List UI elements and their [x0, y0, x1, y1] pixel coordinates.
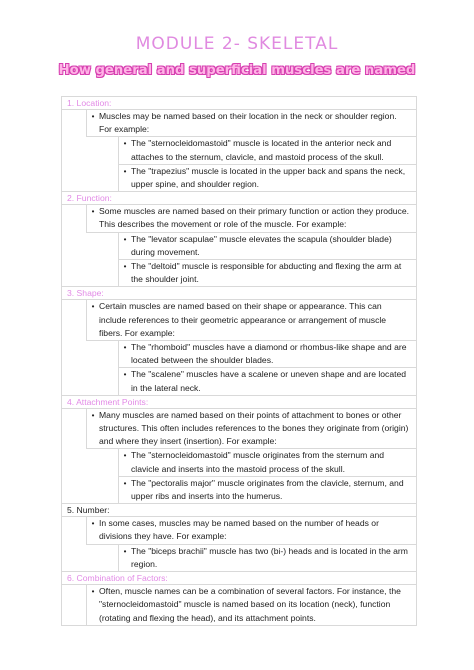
- list-item: • The "levator scapulae" muscle elevates the scapula (shoulder blade) during movement.: [118, 233, 416, 260]
- bullet-icon: •: [91, 112, 95, 121]
- list-item: • The "scalene" muscles have a scalene or uneven shape and are located in the lateral neck.: [118, 368, 416, 394]
- section-body-shape: [61, 300, 417, 395]
- list-item: • Certain muscles are named based on their shape or appearance. This can include references to their geometric appearance or arrangement of muscle fibers. For example:: [86, 300, 416, 341]
- section-heading-attachment-points: [61, 396, 417, 409]
- section-heading-number: [61, 504, 417, 517]
- bullet-icon: •: [91, 207, 95, 217]
- section-label: 2. Function:: [67, 193, 112, 204]
- list-item: • The "deltoid" muscle is responsible for abducting and flexing the arm at the shoulder joint.: [118, 260, 416, 286]
- section-heading-function: [61, 192, 417, 205]
- section-label: 4. Attachment Points:: [67, 396, 149, 407]
- section-heading-combination: [61, 572, 417, 585]
- list-item: • The "rhomboid" muscles have a diamond or rhombus-like shape and are located between the shoulder blades.: [118, 341, 416, 368]
- list-item: • Muscles may be named based on their location in the neck or shoulder region. For example:: [86, 110, 416, 137]
- bullet-icon: •: [123, 370, 127, 380]
- bullet-icon: •: [123, 546, 127, 556]
- section-label: 5. Number:: [67, 505, 110, 516]
- bullet-icon: •: [123, 234, 127, 244]
- section-label: 6. Combination of Factors:: [67, 573, 168, 584]
- bullet-icon: •: [123, 166, 127, 176]
- section-body-location: [61, 110, 417, 192]
- section-heading-shape: [61, 287, 417, 300]
- list-item: • The "biceps brachii" muscle has two (bi-) heads and is located in the arm region.: [118, 545, 416, 571]
- page-subtitle: How general and superficial muscles are named: [58, 63, 416, 78]
- bullet-icon: •: [91, 587, 95, 597]
- list-item: • The "trapezius" muscle is located in the upper back and spans the neck, upper spine, and shoulder region.: [118, 165, 416, 191]
- section-label: 1. Location:: [67, 98, 112, 108]
- outline-document: [61, 96, 417, 626]
- list-item: • The "sternocleidomastoid" muscle is located in the anterior neck and attaches to the sternum, clavicle, and mastoid process of the skull.: [118, 137, 416, 164]
- bullet-icon: •: [91, 302, 95, 312]
- bullet-icon: •: [123, 451, 127, 461]
- list-item: • Some muscles are named based on their primary function or action they produce. This describes the movement or role of the muscle. For example:: [86, 205, 416, 232]
- bullet-icon: •: [123, 139, 127, 149]
- section-body-number: [61, 517, 417, 572]
- section-body-attachment-points: [61, 409, 417, 504]
- bullet-icon: •: [91, 519, 95, 529]
- section-body-combination: [61, 585, 417, 626]
- list-item: • The "sternocleidomastoid" muscle originates from the sternum and clavicle and inserts into the mastoid process of the skull.: [118, 449, 416, 476]
- section-label: 3. Shape:: [67, 288, 104, 299]
- section-body-function: [61, 205, 417, 287]
- bullet-icon: •: [123, 343, 127, 353]
- list-item: • In some cases, muscles may be named based on the number of heads or divisions they have. For example:: [86, 517, 416, 544]
- bullet-icon: •: [91, 410, 95, 420]
- bullet-icon: •: [123, 478, 127, 488]
- bullet-icon: •: [123, 262, 127, 272]
- list-item: • Often, muscle names can be a combination of several factors. For instance, the "sternocleidomastoid" muscle is named based on its location (neck), function (rotating and flexing the head), and its attachment points.: [86, 585, 416, 625]
- page-title: MODULE 2- SKELETAL: [135, 34, 339, 54]
- list-item: • Many muscles are named based on their points of attachment to bones or other structures. This often includes references to the bones they originate from (origin) and where they insert (insertion). For example:: [86, 409, 416, 450]
- section-heading-location: [61, 97, 417, 110]
- list-item: • The "pectoralis major" muscle originates from the clavicle, sternum, and upper ribs and inserts into the humerus.: [118, 477, 416, 503]
